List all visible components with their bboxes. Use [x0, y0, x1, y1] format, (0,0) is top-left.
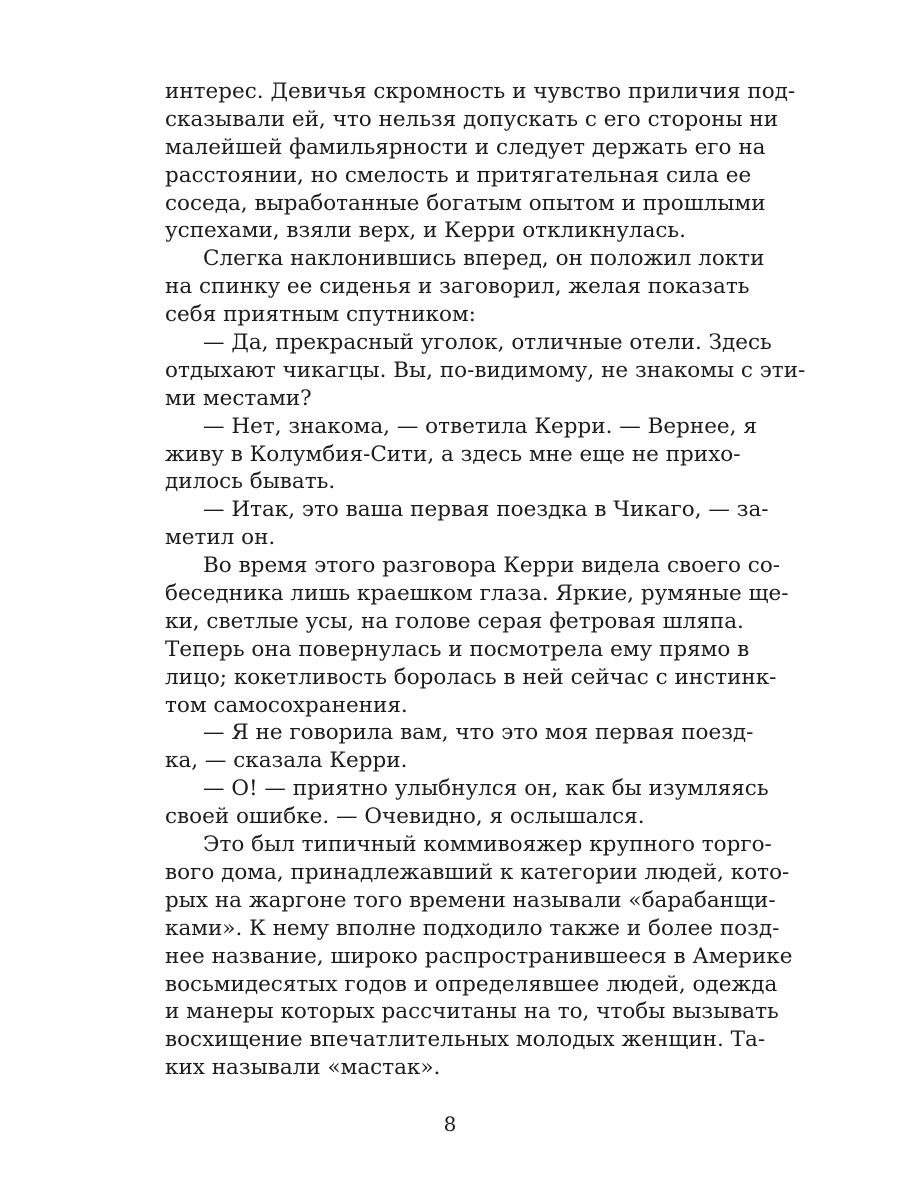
- text-line: интерес. Девичья скромность и чувство приличия под-: [165, 79, 796, 104]
- text-line: том самосохранения.: [165, 692, 408, 718]
- text-line: — Я не говорила вам, что это моя первая поезд-: [203, 720, 754, 746]
- text-line: отдыхают чикагцы. Вы, по-видимому, не знакомы с эти-: [165, 357, 806, 383]
- text-line: себя приятным спутником:: [165, 302, 476, 328]
- text-line: восьмидесятых годов и определявшее людей, одежда: [165, 971, 778, 997]
- text-line: ки, светлые усы, на голове серая фетровая шляпа.: [165, 608, 744, 634]
- text-line: сказывали ей, что нельзя допускать с его стороны ни: [165, 106, 779, 132]
- text-line: живу в Колумбия-Сити, а здесь мне еще не прихо-: [165, 441, 741, 467]
- text-line: расстоянии, но смелость и притягательная сила ее: [165, 162, 752, 188]
- text-line: ка, — сказала Керри.: [165, 748, 408, 774]
- text-line: ми местами?: [165, 385, 312, 411]
- page-number: 8: [443, 1112, 457, 1136]
- text-line: восхищение впечатлительных молодых женщин. Та-: [165, 1027, 766, 1053]
- text-line: Это был типичный коммивояжер крупного торго-: [203, 832, 772, 858]
- text-line: и манеры которых рассчитаны на то, чтобы вызывать: [165, 999, 779, 1025]
- text-line: вого дома, принадлежавший к категории людей, кото-: [165, 859, 790, 885]
- text-line: нее название, широко распространившееся в Америке: [165, 943, 793, 969]
- text-line: — О! — приятно улыбнулся он, как бы изумляясь: [203, 776, 769, 802]
- body-text: [165, 78, 806, 1082]
- text-line: беседника лишь краешком глаза. Яркие, румяные ще-: [165, 581, 789, 607]
- text-line: — Да, прекрасный уголок, отличные отели. Здесь: [203, 330, 772, 356]
- text-line: метил он.: [165, 525, 276, 551]
- text-line: своей ошибке. — Очевидно, я ослышался.: [165, 804, 645, 830]
- text-line: лицо; кокетливость боролась в ней сейчас с инстинк-: [165, 664, 777, 690]
- text-line: — Нет, знакома, — ответила Керри. — Вернее, я: [203, 413, 757, 439]
- text-line: успехами, взяли верх, и Керри откликнулась.: [165, 218, 686, 244]
- text-line: ками». К нему вполне подходило также и более позд-: [165, 915, 780, 941]
- text-line: Во время этого разговора Керри видела своего со-: [203, 553, 781, 579]
- text-line: дилось бывать.: [165, 469, 336, 495]
- text-line: соседа, выработанные богатым опытом и прошлыми: [165, 190, 766, 216]
- text-line: малейшей фамильярности и следует держать его на: [165, 134, 766, 160]
- text-line: Теперь она повернулась и посмотрела ему прямо в: [165, 636, 750, 662]
- text-line: — Итак, это ваша первая поездка в Чикаго, — за-: [203, 497, 769, 523]
- text-line: ких называли «мастак».: [165, 1055, 441, 1081]
- text-line: на спинку ее сиденья и заговорил, желая показать: [165, 274, 750, 300]
- text-line: рых на жаргоне того времени называли «барабанщи-: [165, 887, 776, 913]
- text-line: Слегка наклонившись вперед, он положил локти: [203, 246, 765, 272]
